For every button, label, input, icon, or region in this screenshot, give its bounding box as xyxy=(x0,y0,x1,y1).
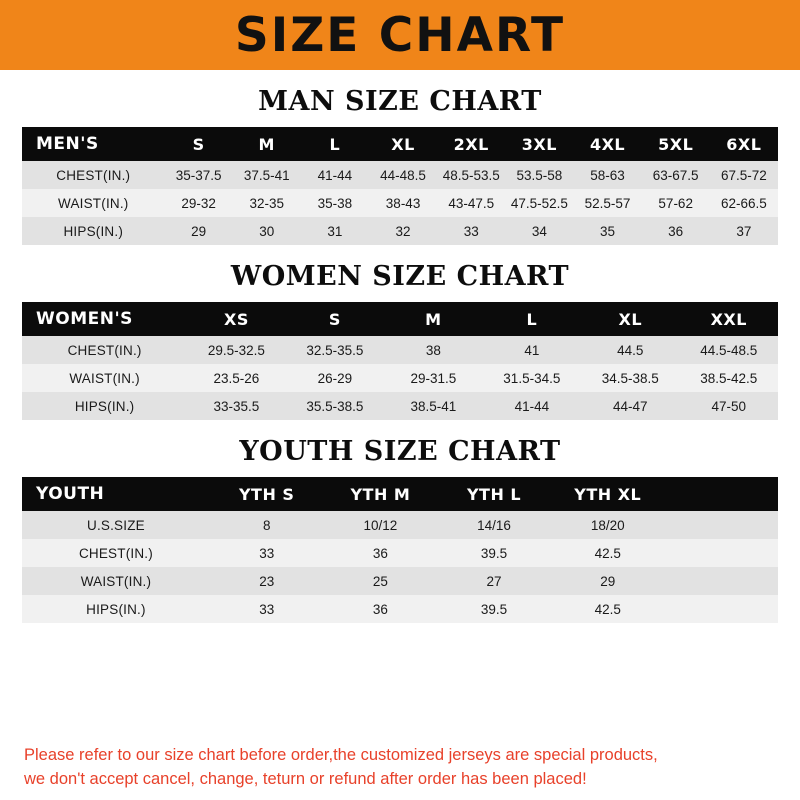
section-title-man: MAN SIZE CHART xyxy=(258,86,542,117)
table-cell: 34.5-38.5 xyxy=(601,370,659,386)
table-header-cell: 3XL xyxy=(521,134,557,154)
table-header-cell: MEN'S xyxy=(36,134,99,154)
row-label: HIPS(IN.) xyxy=(74,398,135,414)
table-cell: 37 xyxy=(736,223,752,239)
table-cell: 42.5 xyxy=(594,601,621,617)
table-cell-spacer xyxy=(665,567,778,595)
table-cell: 38-43 xyxy=(385,195,421,211)
banner xyxy=(0,0,800,70)
section-title-youth: YOUTH SIZE CHART xyxy=(239,436,561,467)
table-header-cell: YTH XL xyxy=(574,484,642,504)
table-header-cell: YTH M xyxy=(350,484,411,504)
row-label: U.S.SIZE xyxy=(87,517,145,533)
table-row xyxy=(22,161,778,189)
table-cell: 43-47.5 xyxy=(448,195,495,211)
table-row xyxy=(22,392,778,420)
table-cell: 35 xyxy=(600,223,616,239)
table-cell: 29.5-32.5 xyxy=(207,342,265,358)
table-youth-body xyxy=(22,511,778,623)
table-man-head xyxy=(22,127,778,161)
table-cell: 44.5-48.5 xyxy=(700,342,758,358)
table-cell: 32.5-35.5 xyxy=(306,342,364,358)
footnote-line-2: we don't accept cancel, change, teturn or refund after order has been placed! xyxy=(24,770,587,789)
table-cell: 34 xyxy=(531,223,547,239)
table-header-cell: 4XL xyxy=(589,134,626,154)
table-header-cell: XL xyxy=(391,134,415,154)
table-cell-spacer xyxy=(665,539,778,567)
table-row xyxy=(22,189,778,217)
table-header-cell: XS xyxy=(223,309,249,329)
table-cell: 23.5-26 xyxy=(213,370,260,386)
row-label: CHEST(IN.) xyxy=(67,342,142,358)
table-cell: 32 xyxy=(395,223,411,239)
table-cell: 38.5-42.5 xyxy=(700,370,758,386)
footnote xyxy=(0,744,800,792)
table-cell: 57-62 xyxy=(658,195,693,211)
footnote-line-1: Please refer to our size chart before order,the customized jerseys are special products, xyxy=(24,746,658,765)
table-row xyxy=(22,567,778,595)
table-cell: 44-47 xyxy=(613,398,648,414)
table-cell: 29-31.5 xyxy=(410,370,457,386)
table-cell: 37.5-41 xyxy=(243,167,290,183)
table-youth-head xyxy=(22,477,778,511)
table-cell: 23 xyxy=(259,573,275,589)
table-cell: 31 xyxy=(327,223,343,239)
row-label: CHEST(IN.) xyxy=(78,545,153,561)
table-header-cell: 2XL xyxy=(453,134,489,154)
table-cell: 33-35.5 xyxy=(213,398,260,414)
table-cell: 29 xyxy=(191,223,207,239)
table-row xyxy=(22,217,778,245)
chart-content xyxy=(0,86,800,623)
table-cell: 41-44 xyxy=(317,167,353,183)
table-header-cell: S xyxy=(192,134,205,154)
table-header-cell: YTH S xyxy=(238,484,295,504)
table-cell: 38.5-41 xyxy=(410,398,457,414)
table-header-spacer xyxy=(665,477,778,511)
table-cell-spacer xyxy=(665,595,778,623)
section-man xyxy=(22,86,778,245)
table-cell: 36 xyxy=(372,601,388,617)
table-cell: 58-63 xyxy=(590,167,625,183)
row-label: HIPS(IN.) xyxy=(63,223,124,239)
table-cell: 48.5-53.5 xyxy=(442,167,500,183)
table-cell: 18/20 xyxy=(590,517,625,533)
table-header-cell: XL xyxy=(618,309,643,329)
table-header-cell: S xyxy=(328,309,341,329)
table-cell: 35-38 xyxy=(317,195,353,211)
table-women-head xyxy=(22,302,778,336)
table-cell: 27 xyxy=(486,573,502,589)
table-man-body xyxy=(22,161,778,245)
row-label: WAIST(IN.) xyxy=(58,195,129,211)
row-label: HIPS(IN.) xyxy=(86,601,146,617)
row-label: WAIST(IN.) xyxy=(80,573,152,589)
table-youth-size xyxy=(22,477,778,623)
table-cell: 36 xyxy=(372,545,388,561)
table-header-cell: YTH L xyxy=(466,484,522,504)
row-label: WAIST(IN.) xyxy=(69,370,140,386)
table-cell: 10/12 xyxy=(363,517,398,533)
table-cell: 31.5-34.5 xyxy=(503,370,561,386)
table-cell: 8 xyxy=(262,517,271,533)
table-header-row xyxy=(22,302,778,336)
table-row xyxy=(22,511,778,539)
table-header-row xyxy=(22,477,778,511)
section-title-women: WOMEN SIZE CHART xyxy=(230,261,570,292)
table-man-size xyxy=(22,127,778,245)
table-header-row xyxy=(22,127,778,161)
table-cell: 29-32 xyxy=(181,195,216,211)
table-cell: 52.5-57 xyxy=(584,195,631,211)
table-row xyxy=(22,336,778,364)
table-cell: 63-67.5 xyxy=(652,167,699,183)
table-cell: 67.5-72 xyxy=(720,167,767,183)
table-cell: 47.5-52.5 xyxy=(510,195,568,211)
table-header-cell: L xyxy=(526,309,538,329)
table-header-cell: 5XL xyxy=(658,134,694,154)
table-cell: 39.5 xyxy=(480,601,508,617)
table-cell: 25 xyxy=(372,573,388,589)
table-cell: 35.5-38.5 xyxy=(306,398,364,414)
table-cell: 33 xyxy=(463,223,479,239)
table-cell: 38 xyxy=(425,342,441,358)
table-cell: 35-37.5 xyxy=(175,167,222,183)
table-cell: 26-29 xyxy=(317,370,353,386)
table-cell-spacer xyxy=(665,511,778,539)
table-header-cell: M xyxy=(425,309,442,329)
table-header-cell: WOMEN'S xyxy=(36,309,133,329)
table-cell: 39.5 xyxy=(480,545,508,561)
table-header-cell: 6XL xyxy=(726,134,762,154)
table-cell: 30 xyxy=(259,223,275,239)
table-cell: 33 xyxy=(259,545,275,561)
table-cell: 47-50 xyxy=(711,398,747,414)
section-women xyxy=(22,261,778,420)
table-women-size xyxy=(22,302,778,420)
table-header-cell: M xyxy=(258,134,275,154)
table-row xyxy=(22,539,778,567)
table-cell: 44.5 xyxy=(617,342,644,358)
table-header-cell: XXL xyxy=(710,309,747,329)
table-row xyxy=(22,595,778,623)
table-cell: 62-66.5 xyxy=(720,195,767,211)
table-row xyxy=(22,364,778,392)
table-cell: 32-35 xyxy=(249,195,285,211)
row-label: CHEST(IN.) xyxy=(56,167,131,183)
page-title: SIZE CHART xyxy=(234,7,566,63)
table-cell: 42.5 xyxy=(594,545,621,561)
table-header-cell: YOUTH xyxy=(36,484,105,504)
table-header-cell: L xyxy=(329,134,341,154)
table-cell: 33 xyxy=(259,601,275,617)
table-cell: 44-48.5 xyxy=(380,167,426,183)
table-cell: 36 xyxy=(668,223,684,239)
table-cell: 41-44 xyxy=(514,398,550,414)
table-cell: 53.5-58 xyxy=(516,167,563,183)
table-cell: 29 xyxy=(600,573,616,589)
table-cell: 41 xyxy=(524,342,540,358)
section-youth xyxy=(22,436,778,623)
table-cell: 14/16 xyxy=(477,517,511,533)
table-women-body xyxy=(22,336,778,420)
